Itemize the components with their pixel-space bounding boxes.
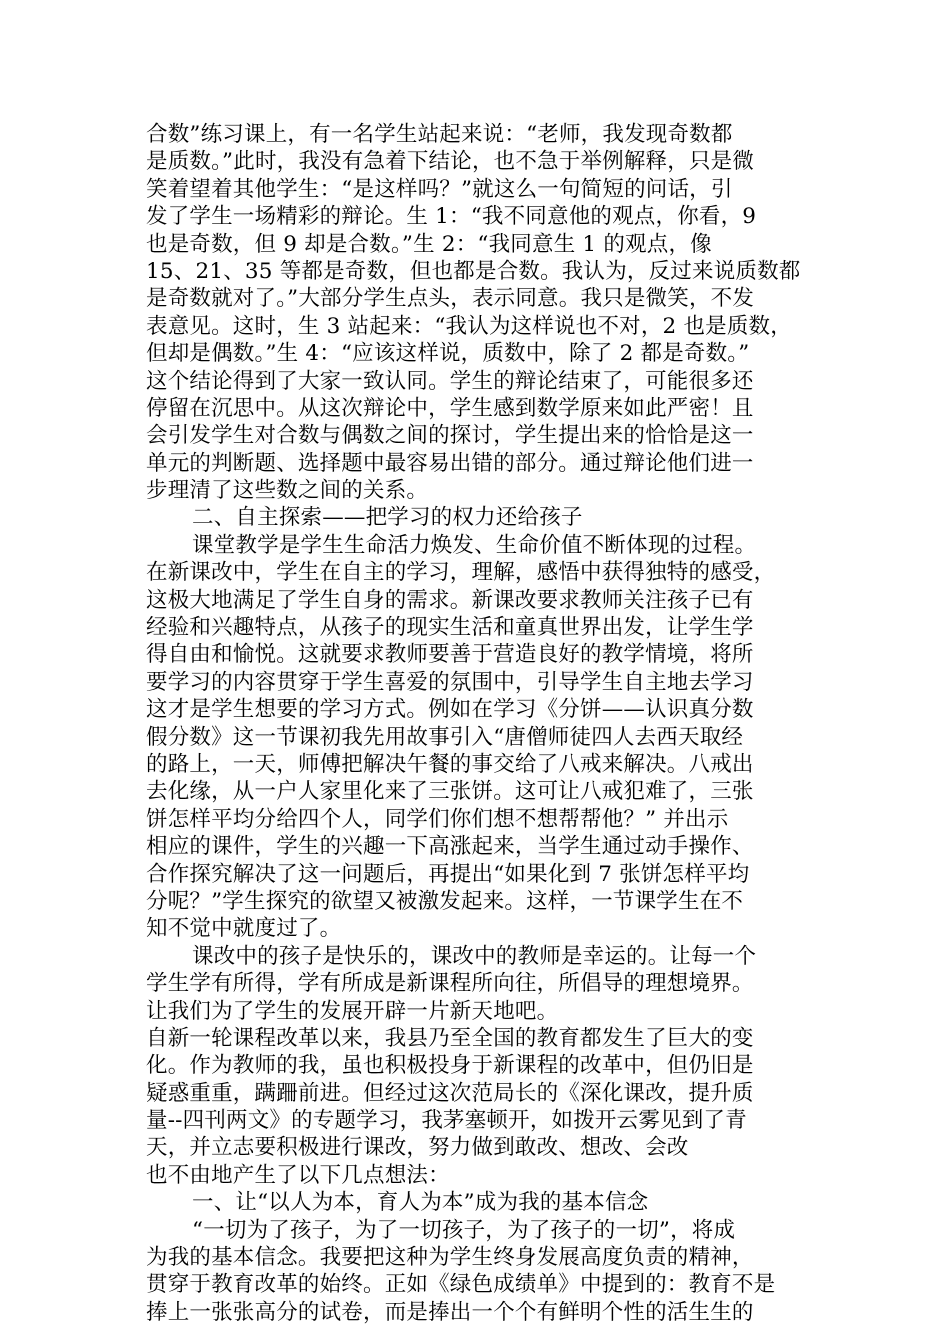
text-line: 课堂教学是学生生命活力焕发、生命价值不断体现的过程。	[192, 532, 757, 558]
text-line: 量--四刊两文》的专题学习，我茅塞顿开，如拨开云雾见到了青	[146, 1108, 747, 1134]
text-line: “一切为了孩子，为了一切孩子，为了孩子的一切”，将成	[192, 1217, 736, 1243]
text-line: 知不觉中就度过了。	[146, 916, 342, 942]
text-line: 分呢？”学生探究的欲望又被激发起来。这样，一节课学生在不	[146, 888, 744, 914]
text-line: 15、21、35 等都是奇数，但也都是合数。我认为，反过来说质数都	[146, 258, 801, 284]
text-line: 但却是偶数。”生 4：“应该这样说，质数中，除了 2 都是奇数。”	[146, 341, 750, 367]
text-line: 这个结论得到了大家一致认同。学生的辩论结束了，可能很多还	[146, 368, 754, 394]
text-line: 这才是学生想要的学习方式。例如在学习《分饼——认识真分数	[146, 697, 754, 723]
text-line: 是质数。”此时，我没有急着下结论，也不急于举例解释，只是微	[146, 149, 755, 175]
text-line: 表意见。这时，生 3 站起来：“我认为这样说也不对，2 也是质数，	[146, 313, 792, 339]
text-line: 合作探究解决了这一问题后，再提出“如果化到 7 张饼怎样平均	[146, 861, 750, 887]
text-line: 的路上，一天，师傅把解决午餐的事交给了八戒来解决。八戒出	[146, 751, 754, 777]
text-line: 发了学生一场精彩的辩论。生 1：“我不同意他的观点，你看，9	[146, 204, 757, 230]
text-line: 单元的判断题、选择题中最容易出错的部分。通过辩论他们进一	[146, 450, 754, 476]
text-line: 在新课改中，学生在自主的学习，理解，感悟中获得独特的感受，	[146, 560, 776, 586]
text-line: 笑着望着其他学生：“是这样吗？”就这么一句简短的问话，引	[146, 176, 733, 202]
text-line: 学生学有所得，学有所成是新课程所向往，所倡导的理想境界。	[146, 971, 754, 997]
text-line: 经验和兴趣特点，从孩子的现实生活和童真世界出发，让学生学	[146, 615, 754, 641]
text-line: 也是奇数，但 9 却是合数。”生 2：“我同意生 1 的观点，像	[146, 231, 712, 257]
text-line: 合数”练习课上，有一名学生站起来说：“老师，我发现奇数都	[146, 122, 733, 147]
text-line: 去化缘，从一户人家里化来了三张饼。这可让八戒犯难了，三张	[146, 779, 754, 805]
text-line: 是奇数就对了。”大部分学生点头，表示同意。我只是微笑，不发	[146, 286, 755, 312]
text-line: 相应的课件，学生的兴趣一下高涨起来，当学生通过动手操作、	[146, 834, 754, 860]
text-line: 一、让“以人为本，育人为本”成为我的基本信念	[192, 1190, 649, 1216]
document-page	[146, 121, 816, 1326]
text-line: 停留在沉思中。从这次辩论中，学生感到数学原来如此严密！且	[146, 395, 754, 421]
text-line: 为我的基本信念。我要把这种为学生终身发展高度负责的精神，	[146, 1245, 754, 1271]
text-line: 得自由和愉悦。这就要求教师要善于营造良好的教学情境，将所	[146, 642, 754, 668]
text-line: 饼怎样平均分给四个人，同学们你们想不想帮帮他？” 并出示	[146, 806, 729, 832]
text-line: 步理清了这些数之间的关系。	[146, 478, 429, 504]
text-line: 会引发学生对合数与偶数之间的探讨，学生提出来的恰恰是这一	[146, 423, 754, 449]
text-line: 疑惑重重，蹒跚前进。但经过这次范局长的《深化课改，提升质	[146, 1080, 754, 1106]
text-line: 贯穿于教育改革的始终。正如《绿色成绩单》中提到的：教育不是	[146, 1272, 776, 1298]
text-line: 课改中的孩子是快乐的，课改中的教师是幸运的。让每一个	[192, 943, 757, 969]
text-line: 化。作为教师的我，虽也积极投身于新课程的改革中，但仍旧是	[146, 1053, 754, 1079]
text-line: 也不由地产生了以下几点想法：	[146, 1162, 450, 1188]
text-line: 天，并立志要积极进行课改，努力做到敢改、想改、会改	[146, 1135, 689, 1161]
text-line: 要学习的内容贯穿于学生喜爱的氛围中，引导学生自主地去学习	[146, 669, 754, 695]
text-line: 假分数》这一节课初我先用故事引入“唐僧师徒四人去西天取经	[146, 724, 744, 750]
text-line: 自新一轮课程改革以来，我县乃至全国的教育都发生了巨大的变	[146, 1025, 754, 1051]
text-line: 捧上一张张高分的试卷，而是捧出一个个有鲜明个性的活生生的	[146, 1299, 754, 1325]
text-line: 二、自主探索——把学习的权力还给孩子	[192, 505, 583, 531]
text-line: 这极大地满足了学生自身的需求。新课改要求教师关注孩子已有	[146, 587, 754, 613]
text-line: 让我们为了学生的发展开辟一片新天地吧。	[146, 998, 559, 1024]
